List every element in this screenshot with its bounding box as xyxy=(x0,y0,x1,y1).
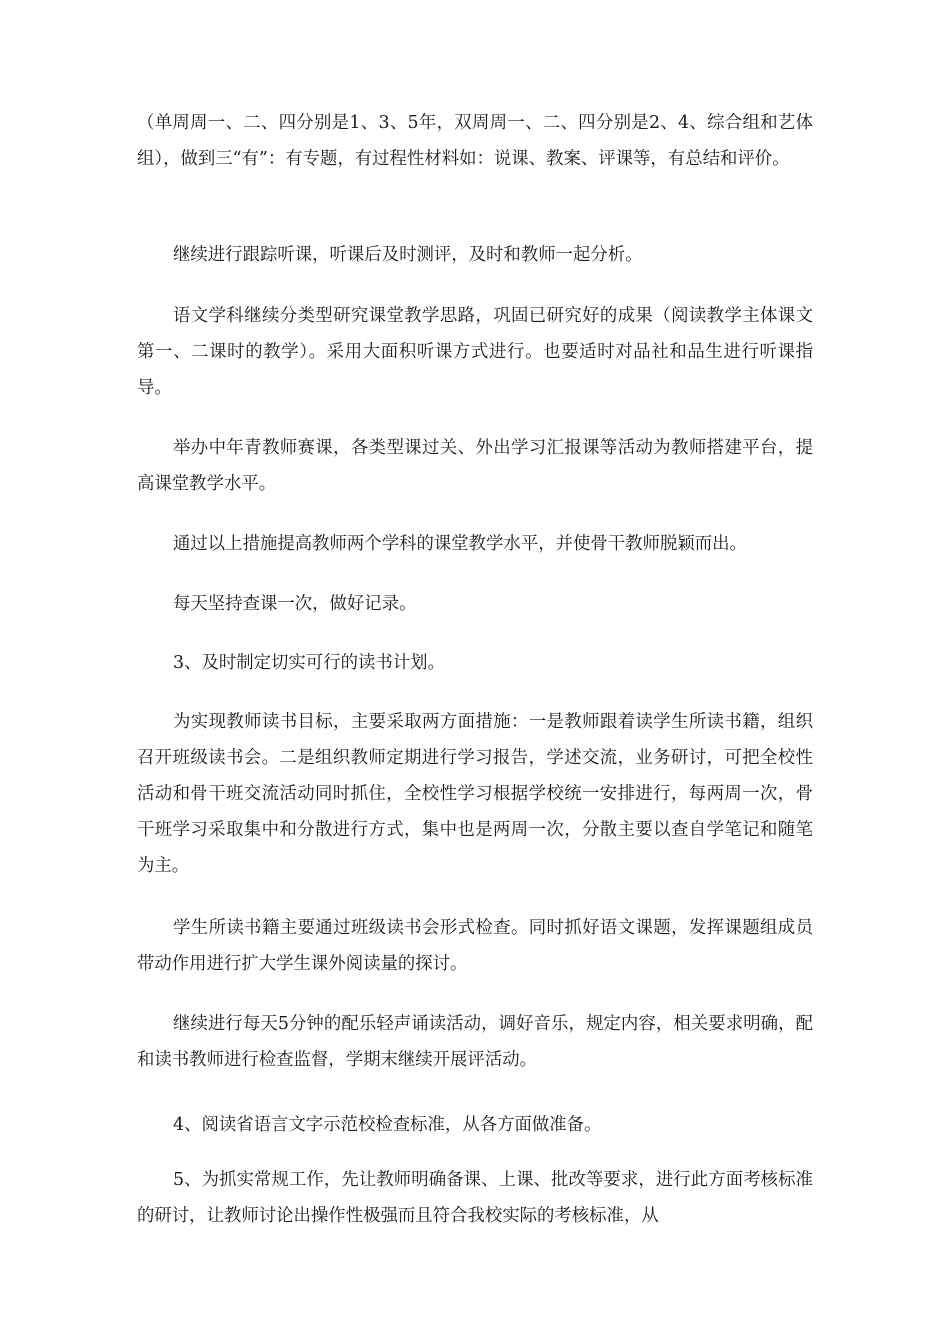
paragraph-6: 每天坚持查课一次，做好记录。 xyxy=(173,594,417,614)
paragraph-10: 继续进行每天5分钟的配乐轻声诵读活动，调好音乐，规定内容，相关要求明确，配和读书教师进行检查监督，学期末继续开展评活动。 xyxy=(137,1014,813,1070)
paragraph-3: 语文学科继续分类型研究课堂教学思路，巩固已研究好的成果（阅读教学主体课文第一、二课时的教学）。采用大面积听课方式进行。也要适时对品社和品生进行听课指导。 xyxy=(137,306,813,398)
paragraph-11: 4、阅读省语言文字示范校检查标准，从各方面做准备。 xyxy=(173,1115,602,1135)
paragraph-2: 继续进行跟踪听课，听课后及时测评，及时和教师一起分析。 xyxy=(173,245,643,265)
paragraph-5: 通过以上措施提高教师两个学科的课堂教学水平，并使骨干教师脱颖而出。 xyxy=(173,534,747,554)
paragraph-1: （单周周一、二、四分别是1、3、5年，双周周一、二、四分别是2、4、综合组和艺体组），做到三“有”：有专题，有过程性材料如：说课、教案、评课等，有总结和评价。 xyxy=(137,113,813,169)
paragraph-8: 为实现教师读书目标，主要采取两方面措施：一是教师跟着读学生所读书籍，组织召开班级读书会。二是组织教师定期进行学习报告，学述交流，业务研讨，可把全校性活动和骨干班交流活动同时抓住，全校性学习根据学校统一安排进行，每两周一次，骨干班学习采取集中和分散进行方式，集中也是两周一次，分散主要以查自学笔记和随笔为主。 xyxy=(137,712,813,876)
paragraph-7: 3、及时制定切实可行的读书计划。 xyxy=(173,653,445,673)
paragraph-9: 学生所读书籍主要通过班级读书会形式检查。同时抓好语文课题，发挥课题组成员带动作用进行扩大学生课外阅读量的探讨。 xyxy=(137,918,813,974)
paragraph-4: 举办中年青教师赛课，各类型课过关、外出学习汇报课等活动为教师搭建平台，提高课堂教学水平。 xyxy=(137,438,813,494)
paragraph-12: 5、为抓实常规工作，先让教师明确备课、上课、批改等要求，进行此方面考核标准的研讨，让教师讨论出操作性极强而且符合我校实际的考核标准，从 xyxy=(137,1170,813,1226)
